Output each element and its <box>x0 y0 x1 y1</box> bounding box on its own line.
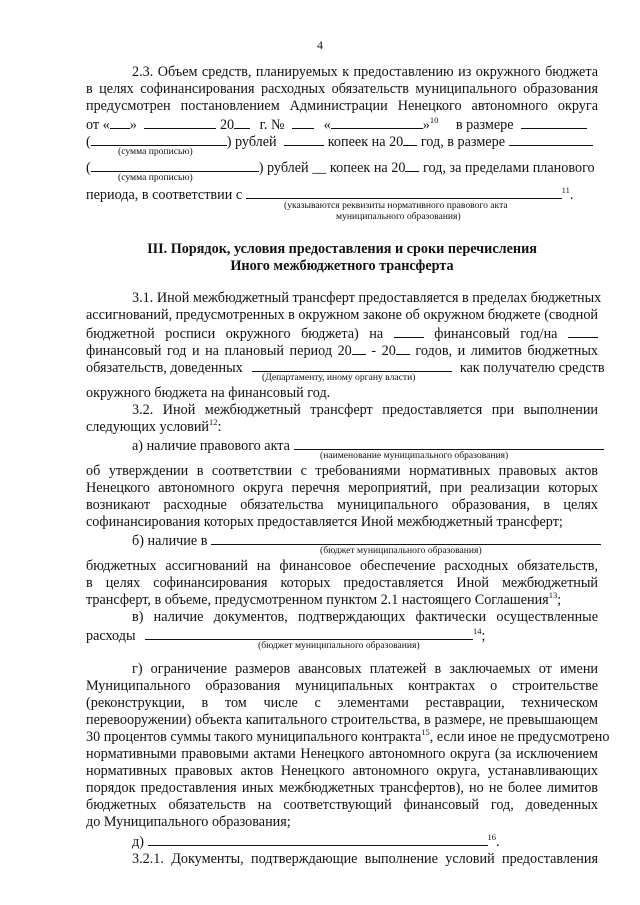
text-fragment: обязательств, доведенных <box>86 360 243 376</box>
field-caption: (указываются реквизиты нормативного правового акта <box>284 200 508 211</box>
blank-field <box>284 132 324 146</box>
text-line: г) ограничение размеров авансовых платежей в заключаемых от имени <box>132 661 598 677</box>
text-fragment: б) наличие в <box>132 533 208 549</box>
blank-field <box>148 832 488 846</box>
text-fragment: следующих условий <box>86 419 210 435</box>
text-line: 3.2. Иной межбюджетный трансферт предоставляется при выполнении <box>132 402 598 418</box>
text-fragment: : <box>217 419 222 435</box>
blank-field <box>252 358 452 372</box>
text-line: порядок предоставления иных межбюджетных трансфертов), но не более лимитов <box>86 780 598 796</box>
text-line: 2.3. Объем средств, планируемых к предоставлению из окружного бюджета <box>132 64 598 80</box>
text-fragment: периода, в соответствии с <box>86 187 243 203</box>
field-caption: (бюджет муниципального образования) <box>320 545 482 556</box>
text-fragment: г. № <box>259 117 285 133</box>
section-heading: III. Порядок, условия предоставления и сроки перечисления <box>147 241 537 257</box>
page-number: 4 <box>317 38 323 52</box>
section-heading: Иного межбюджетного трансферта <box>230 258 454 274</box>
blank-field <box>145 626 473 640</box>
blank-field <box>211 531 601 545</box>
footnote-ref: 10 <box>429 115 439 125</box>
text-fragment: , если иное не предусмотрено <box>429 729 610 745</box>
text-line: (реконструкции, в том числе с элементами реставрации, техническом <box>86 695 598 711</box>
blank-field <box>110 115 130 129</box>
blank-field <box>246 185 562 199</box>
text-line: Муниципального образования муниципальных контрактах о строительстве <box>86 678 598 694</box>
text-line <box>86 592 598 609</box>
field-caption: (бюджет муниципального образования) <box>258 640 420 651</box>
text-line <box>132 832 598 851</box>
blank-field <box>352 341 366 355</box>
text-fragment: а) наличие правового акта <box>132 438 290 454</box>
text-line: 3.1. Иной межбюджетный трансферт предоставляется в пределах бюджетных <box>132 290 602 306</box>
text-fragment: ; <box>481 628 486 644</box>
text-fragment: ; <box>557 592 562 608</box>
text-fragment: ( <box>86 160 91 176</box>
field-caption: (сумма прописью) <box>118 172 193 183</box>
text-fragment: 30 процентов суммы такого муниципального контракта <box>86 729 422 745</box>
text-fragment: - 20 <box>371 343 396 359</box>
field-caption: (Департаменту, иному органу власти) <box>262 372 416 383</box>
blank-field <box>509 132 593 146</box>
text-fragment: от « <box>86 117 110 133</box>
blank-field <box>403 132 417 146</box>
blank-field <box>568 324 598 338</box>
text-line: 3.2.1. Документы, подтверждающие выполнение условий предоставления <box>132 851 598 867</box>
footnote-ref: 15 <box>421 727 430 737</box>
blank-field <box>405 158 419 172</box>
footnote-ref: 13 <box>548 590 558 600</box>
blank-field <box>294 436 604 450</box>
text-fragment: год, за пределами планового <box>423 160 595 176</box>
text-fragment: бюджетной росписи окружного бюджета) на <box>86 326 384 342</box>
blank-field <box>292 115 314 129</box>
text-line: в) наличие документов, подтверждающих фактически осуществленные <box>132 609 598 625</box>
text-fragment: » <box>422 117 430 133</box>
blank-field <box>331 115 423 129</box>
text-fragment: ) рублей __ копеек на 20 <box>258 160 406 176</box>
text-line: в целях софинансирования которых предоставляется Иной межбюджетный <box>86 575 598 591</box>
blank-field <box>394 324 424 338</box>
text-line: ассигнований, предусмотренных в окружном законе об окружном бюджете (сводной <box>86 307 598 323</box>
text-line: окружного бюджета на финансовый год. <box>86 385 331 401</box>
blank-field <box>234 115 250 129</box>
text-fragment: копеек на 20 <box>327 134 404 150</box>
text-line: возникают расходные обязательства муниципального образования, в целях <box>86 497 598 513</box>
footnote-ref: 12 <box>209 417 218 427</box>
text-line: до Муниципального образования; <box>86 814 291 830</box>
text-fragment: д) <box>132 834 144 850</box>
text-line <box>86 727 610 746</box>
text-fragment: трансферт, в объеме, предусмотренном пунктом 2.1 настоящего Соглашения <box>86 592 549 608</box>
text-line <box>86 419 598 436</box>
text-fragment: как получателю средств <box>459 360 605 376</box>
footnote-ref: 14 <box>473 626 482 636</box>
text-line: перевооружении) объекта капитального строительства, в размере, не превышающем <box>86 712 598 728</box>
text-fragment: » <box>129 117 137 133</box>
blank-field <box>521 115 587 129</box>
text-fragment: финансовый год и на плановый период 20 <box>86 343 352 359</box>
text-line: нормативными правовыми актами Ненецкого автономного округа (за исключением <box>86 746 598 762</box>
blank-field <box>91 132 227 146</box>
text-fragment: . <box>569 187 574 203</box>
text-line: бюджетных обязательств на соответствующий финансовый год, доведенных <box>86 797 598 813</box>
text-line: в целях софинансирования расходных обязательств муниципального образования <box>86 81 598 97</box>
text-fragment: в размере <box>455 117 514 133</box>
text-line: об утверждении в соответствии с требованиями нормативных правовых актов <box>86 463 598 479</box>
text-line: предусмотрен постановлением Администрации Ненецкого автономного округа <box>86 98 598 114</box>
field-caption: (наименование муниципального образования) <box>320 450 509 461</box>
text-fragment: годов, и лимитов бюджетных <box>415 343 599 359</box>
text-line: софинансирования которых предоставляется Иной межбюджетный трансферт; <box>86 514 563 530</box>
blank-field <box>144 115 216 129</box>
blank-field <box>396 341 410 355</box>
text-fragment: 20 <box>219 117 235 133</box>
field-caption: (сумма прописью) <box>118 146 193 157</box>
text-fragment: финансовый год/на <box>434 326 558 342</box>
field-caption: муниципального образования) <box>336 211 461 222</box>
text-line: бюджетных ассигнований на финансовое обеспечение расходных обязательств, <box>86 558 598 574</box>
text-line: Ненецкого автономного округа перечня мероприятий, при реализации которых <box>86 480 598 496</box>
text-fragment: год, в размере <box>420 134 505 150</box>
text-line: нормативных правовых актов Ненецкого автономного округа, устанавливающих <box>86 763 598 779</box>
text-fragment: « <box>323 117 331 133</box>
blank-field <box>91 158 259 172</box>
footnote-ref: 11 <box>561 185 570 195</box>
text-fragment: ) рублей <box>226 134 277 150</box>
text-fragment: . <box>496 834 500 850</box>
text-fragment: ( <box>86 134 91 150</box>
text-fragment: расходы <box>86 628 136 644</box>
footnote-ref: 16 <box>487 832 496 842</box>
